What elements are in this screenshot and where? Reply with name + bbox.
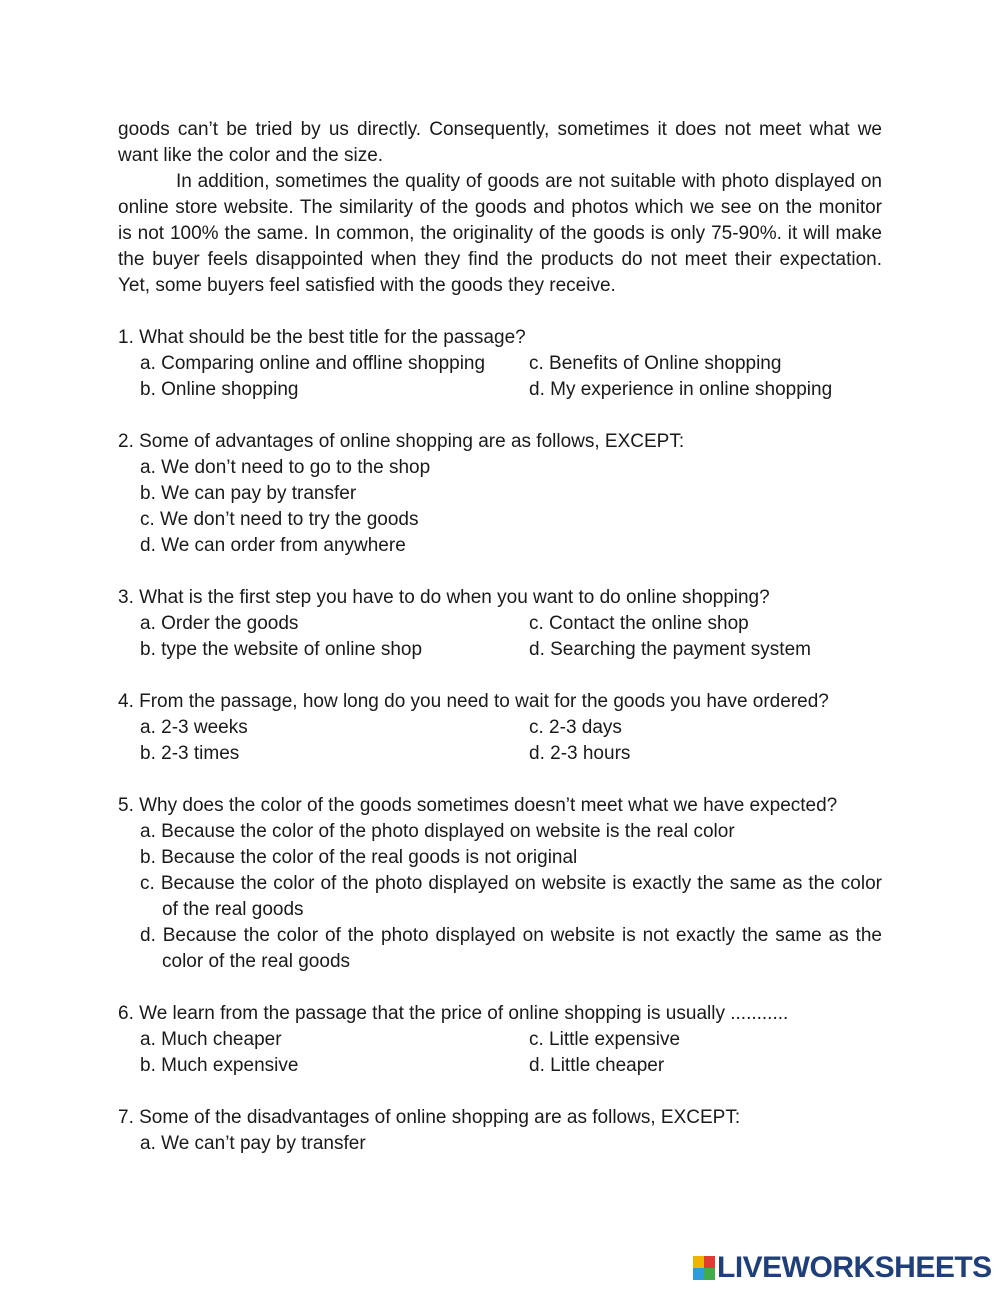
option-b[interactable]: b. Because the color of the real goods is not original	[140, 847, 578, 868]
logo-square-icon	[693, 1256, 704, 1268]
option-a[interactable]: a. Because the color of the photo displayed on website is the real color	[140, 821, 735, 842]
liveworksheets-logo-icon	[693, 1256, 715, 1280]
options	[118, 819, 882, 975]
liveworksheets-logo	[693, 1252, 992, 1284]
option-b[interactable]: b. We can pay by transfer	[140, 483, 357, 504]
option-a[interactable]: a. Much cheaper	[140, 1029, 282, 1050]
option-a[interactable]: a. Order the goods	[140, 613, 299, 634]
option-c[interactable]: c. Because the color of the photo displayed on website is exactly the same as the color of the real goods	[140, 873, 882, 920]
logo-square-icon	[693, 1268, 704, 1280]
question-2	[118, 429, 882, 559]
question-text: 3. What is the first step you have to do when you want to do online shopping?	[118, 587, 770, 608]
question-text: 1. What should be the best title for the passage?	[118, 327, 526, 348]
passage-paragraph-2: In addition, sometimes the quality of goods are not suitable with photo displayed on online store website. The similarity of the goods and photos which we see on the monitor is not 100% the same. In common, the originality of the goods is only 75-90%. it will make the buyer feels disappointed when they find the products do not meet their expectation. Yet, some buyers feel satisfied with the goods they receive.	[118, 171, 882, 296]
option-d[interactable]: d. Little cheaper	[529, 1055, 665, 1076]
option-a[interactable]: a. We don’t need to go to the shop	[140, 457, 431, 478]
option-c[interactable]: c. Contact the online shop	[529, 613, 749, 634]
question-text: 4. From the passage, how long do you need to wait for the goods you have ordered?	[118, 691, 829, 712]
question-3	[118, 585, 882, 663]
option-c[interactable]: c. Little expensive	[529, 1029, 681, 1050]
options	[118, 455, 882, 559]
option-d[interactable]: d. We can order from anywhere	[140, 535, 406, 556]
option-d[interactable]: d. Searching the payment system	[529, 639, 811, 660]
options	[118, 351, 882, 403]
option-d[interactable]: d. My experience in online shopping	[529, 379, 833, 400]
options	[118, 611, 882, 663]
question-1	[118, 325, 882, 403]
logo-square-icon	[704, 1256, 715, 1268]
question-text: 5. Why does the color of the goods sometimes doesn’t meet what we have expected?	[118, 795, 838, 816]
option-b[interactable]: b. Much expensive	[140, 1055, 299, 1076]
option-b[interactable]: b. type the website of online shop	[140, 639, 423, 660]
question-text: 2. Some of advantages of online shopping are as follows, EXCEPT:	[118, 431, 685, 452]
option-b[interactable]: b. Online shopping	[140, 379, 299, 400]
question-7	[118, 1105, 882, 1157]
option-b[interactable]: b. 2-3 times	[140, 743, 240, 764]
question-text: 6. We learn from the passage that the price of online shopping is usually ...........	[118, 1003, 789, 1024]
option-c[interactable]: c. Benefits of Online shopping	[529, 353, 782, 374]
option-d[interactable]: d. Because the color of the photo displayed on website is not exactly the same as the color of the real goods	[140, 925, 882, 972]
options	[118, 1131, 882, 1157]
option-a[interactable]: a. We can’t pay by transfer	[140, 1133, 366, 1154]
option-c[interactable]: c. We don’t need to try the goods	[140, 509, 419, 530]
logo-text: LIVEWORKSHEETS	[717, 1251, 992, 1284]
question-5	[118, 793, 882, 975]
option-c[interactable]: c. 2-3 days	[529, 717, 622, 738]
question-4	[118, 689, 882, 767]
worksheet-page	[118, 117, 882, 1157]
option-a[interactable]: a. 2-3 weeks	[140, 717, 248, 738]
logo-square-icon	[704, 1268, 715, 1280]
option-a[interactable]: a. Comparing online and offline shopping	[140, 353, 486, 374]
question-text: 7. Some of the disadvantages of online shopping are as follows, EXCEPT:	[118, 1107, 741, 1128]
option-d[interactable]: d. 2-3 hours	[529, 743, 631, 764]
options	[118, 1027, 882, 1079]
passage-paragraph-1: goods can’t be tried by us directly. Consequently, sometimes it does not meet what we want like the color and the size.	[118, 119, 882, 166]
options	[118, 715, 882, 767]
question-6	[118, 1001, 882, 1079]
